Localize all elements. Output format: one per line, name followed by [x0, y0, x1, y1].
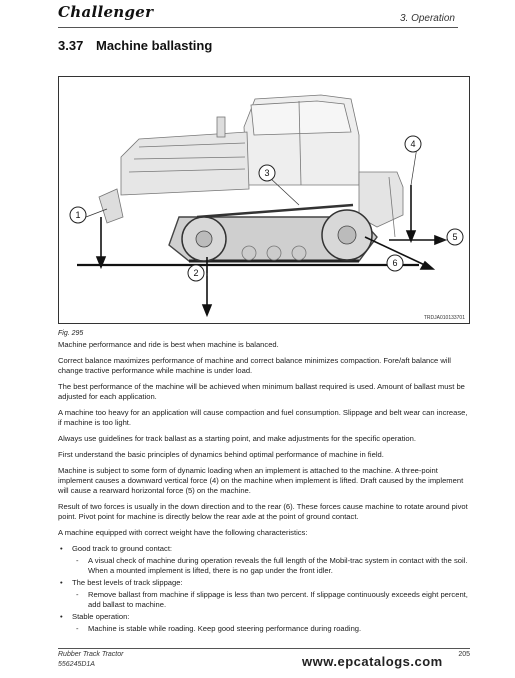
paragraph: Machine is subject to some form of dynamic loading when an implement is attached to the machine. A three-point implement causes a downward vertical force (4) on the machine when implement is lifted. Draft caused by the implement will cause a rearward horizontal force (5) on the machine. [58, 466, 464, 495]
page-header [0, 0, 515, 30]
callout-3: 3 [264, 168, 270, 178]
list-item-label: Stable operation: [72, 612, 130, 621]
body-text [58, 340, 470, 636]
section-number: 3.37 [58, 38, 84, 53]
paragraph: Machine performance and ride is best when machine is balanced. [58, 340, 279, 349]
figure-code: TRDJA010133701 [423, 315, 465, 321]
list-subitem: - Remove ballast from machine if slippage is less than two percent. If slippage continuously exceeds eight percent, add ballast to machine. [72, 590, 470, 610]
paragraph: Always use guidelines for track ballast as a starting point, and make adjustments for the specific operation. [58, 434, 416, 443]
paragraph: A machine equipped with correct weight have the following characteristics: [58, 528, 308, 537]
paragraph: Result of two forces is usually in the down direction and to the rear (6). These forces cause machine to rotate around pivot point. Pivot point for machine is directly below the rear axle at the point of ground contact. [58, 502, 468, 521]
list-subitem: - Machine is stable while roading. Keep good steering performance during roading. [72, 624, 470, 634]
paragraph: A machine too heavy for an application will cause compaction and fuel consumption. Slippage and belt wear can increase, if machine is too light. [58, 408, 468, 427]
list-item [58, 544, 470, 554]
paragraph: First understand the basic principles of dynamics behind optimal performance of machine in field. [58, 450, 384, 459]
tractor-illustration [99, 95, 403, 261]
callout-4: 4 [410, 139, 416, 149]
brand-logo: Challenger [58, 3, 154, 21]
page-number: 205 [458, 651, 470, 658]
paragraph: Correct balance maximizes performance of machine and correct balance minimizes compaction. Fore/aft balance will change tractive performance while machine is under load. [58, 356, 451, 375]
paragraph: The best performance of the machine will be achieved when minimum ballast required is used. Amount of ballast must be adjusted for each application. [58, 382, 465, 401]
section-reference: 3. Operation [399, 13, 455, 24]
footer-product: Rubber Track Tractor [58, 651, 124, 658]
list-subitem: - A visual check of machine during operation reveals the full length of the Mobil-trac system in contact with the soil. When a mounted implement is lifted, there is no gap under the front idler. [72, 556, 470, 576]
list-item-label: Good track to ground contact: [72, 544, 173, 553]
callout-6: 6 [392, 258, 398, 268]
footer-divider [58, 648, 470, 649]
list-item-label: The best levels of track slippage: [72, 578, 183, 587]
ballasting-figure [58, 76, 470, 324]
list-item [58, 578, 470, 588]
callout-1: 1 [75, 210, 81, 220]
callout-5: 5 [452, 232, 458, 242]
characteristics-list [58, 544, 470, 634]
list-item [58, 612, 470, 622]
tractor-diagram [59, 77, 469, 323]
footer-doc-code: 556245D1A [58, 661, 95, 668]
callout-2: 2 [193, 268, 199, 278]
header-divider [58, 27, 458, 28]
section-title [58, 38, 212, 53]
figure-caption: Fig. 295 [58, 330, 84, 337]
watermark: www.epcatalogs.com [302, 654, 443, 669]
section-title-text: Machine ballasting [96, 38, 213, 53]
